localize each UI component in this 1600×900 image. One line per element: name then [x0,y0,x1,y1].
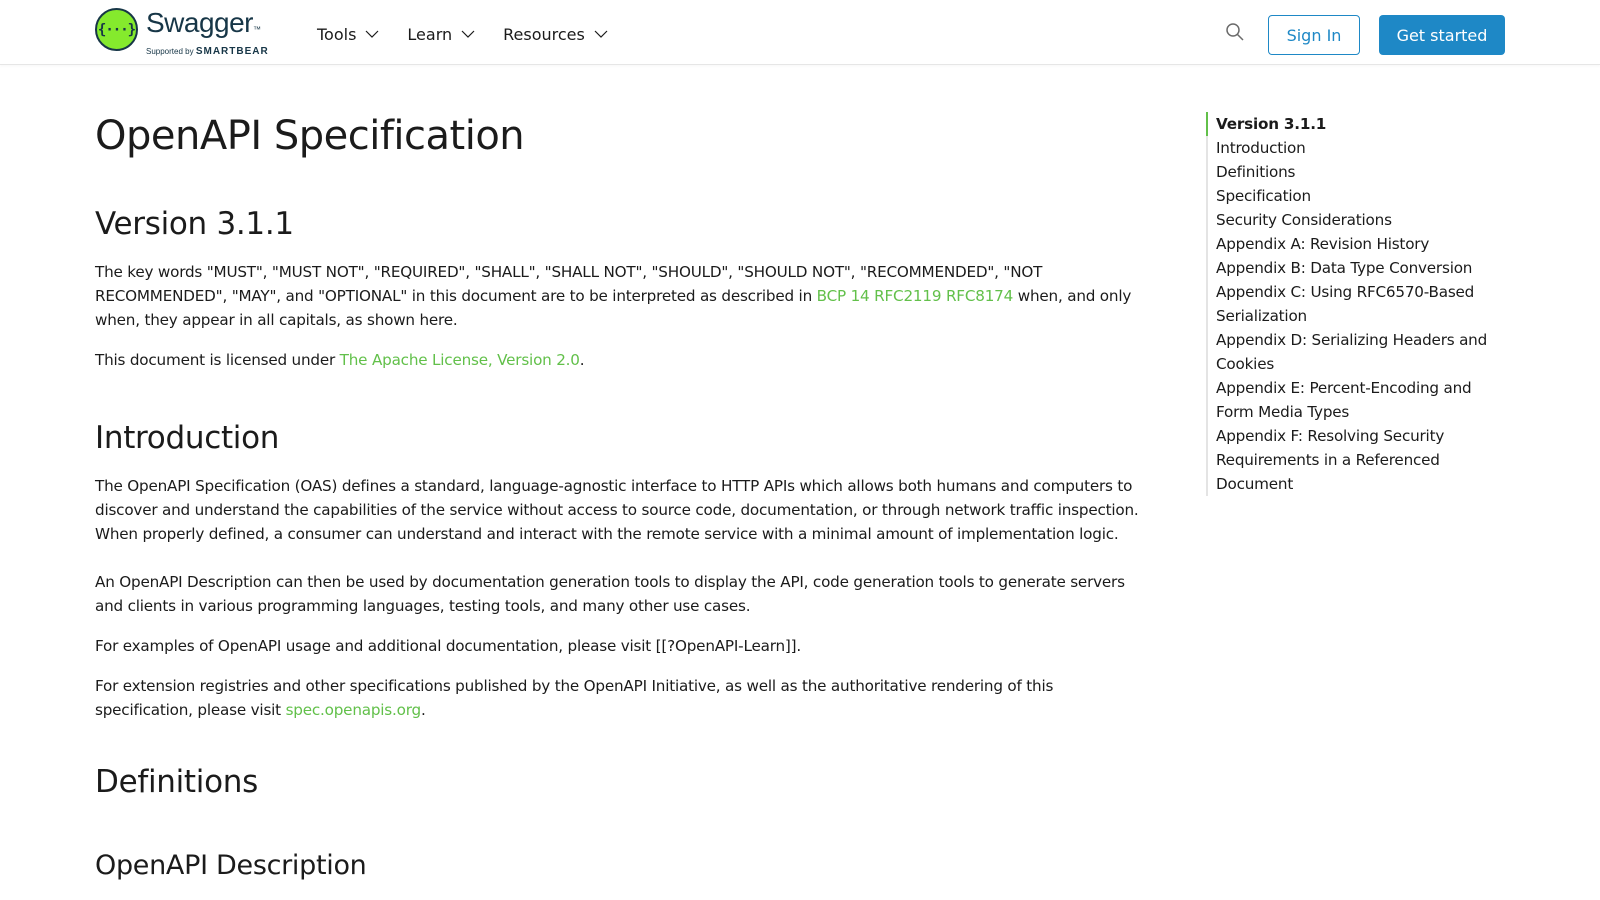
toc-appendix-a[interactable]: Appendix A: Revision History [1216,235,1430,253]
toc-definitions[interactable]: Definitions [1216,163,1296,181]
intro-p4-text-2: . [420,701,426,719]
page-title: OpenAPI Specification [95,113,525,159]
chevron-down-icon [460,26,476,42]
logo-text [146,8,269,57]
toc-appendix-c[interactable]: Appendix C: Using RFC6570-Based Serialization [1216,283,1475,325]
main-nav [317,20,636,48]
toc-appendix-d[interactable]: Appendix D: Serializing Headers and Cookies [1216,331,1488,373]
swagger-logo[interactable] [95,8,269,58]
keywords-text-2: when, and only when, they appear in all capitals, as shown here. [95,287,1132,329]
license-paragraph [95,348,1145,372]
bcp14-link[interactable]: BCP 14 [816,287,870,305]
logo-sub-brand: SMARTBEAR [195,46,269,57]
keywords-paragraph [95,260,1145,332]
chevron-down-icon [364,26,380,42]
toc-security-considerations[interactable]: Security Considerations [1216,211,1392,229]
nav-resources[interactable] [503,20,609,48]
logo-word: Swagger [146,7,254,38]
search-icon[interactable] [1225,22,1245,42]
get-started-button[interactable]: Get started [1379,15,1505,55]
site-header [0,0,1600,65]
toc-version[interactable]: Version 3.1.1 [1206,112,1496,136]
toc-specification[interactable]: Specification [1216,187,1311,205]
swagger-logo-icon: {···} [95,8,138,51]
keywords-text-1: The key words "MUST", "MUST NOT", "REQUIRED", "SHALL", "SHALL NOT", "SHOULD", "SHOULD NOT", "RECOMMENDED", "NOT RECOMMENDED", "MAY", and "OPTIONAL" in this document are to be interpreted as described in [95,263,1043,305]
rfc8174-link[interactable]: RFC8174 [945,287,1014,305]
logo-sub-prefix: Supported by [146,47,194,56]
intro-paragraph-3: For examples of OpenAPI usage and additional documentation, please visit [[?OpenAPI-Learn]]. [95,637,801,655]
sign-in-button[interactable]: Sign In [1268,15,1360,55]
chevron-down-icon [593,26,609,42]
intro-paragraph-4 [95,674,1145,722]
rfc2119-link[interactable]: RFC2119 [874,287,942,305]
definitions-heading: Definitions [95,764,258,800]
table-of-contents [1206,112,1496,496]
apache-license-link[interactable]: The Apache License, Version 2.0 [339,351,580,369]
toc-appendix-b[interactable]: Appendix B: Data Type Conversion [1216,259,1473,277]
intro-p4-text-1: For extension registries and other specifications published by the OpenAPI Initiative, as well as the authoritative rendering of this specification, please visit [95,677,1054,719]
nav-learn[interactable] [407,20,476,48]
version-heading: Version 3.1.1 [95,206,294,242]
intro-paragraph-1: The OpenAPI Specification (OAS) defines a standard, language-agnostic interface to HTTP APIs which allows both humans and computers to discover and understand the capabilities of the service without access to source code, documentation, or through network traffic inspection. When properly defined, a consumer can understand and interact with the remote service with a minimal amount of implementation logic. [95,477,1139,543]
nav-learn-label: Learn [407,24,453,44]
introduction-heading: Introduction [95,420,280,456]
spec-openapis-link[interactable]: spec.openapis.org [285,701,421,719]
logo-supported-by [146,46,269,57]
logo-tm: ™ [253,25,261,34]
nav-resources-label: Resources [503,24,585,44]
openapi-description-heading: OpenAPI Description [95,850,367,881]
license-text-1: This document is licensed under [95,351,340,369]
toc-appendix-e[interactable]: Appendix E: Percent-Encoding and Form Media Types [1216,379,1472,421]
nav-tools-label: Tools [317,24,357,44]
toc-introduction[interactable]: Introduction [1216,139,1306,157]
license-text-2: . [579,351,585,369]
nav-tools[interactable] [317,20,380,48]
toc-appendix-f[interactable]: Appendix F: Resolving Security Requirements in a Referenced Document [1216,427,1445,493]
logo-wordmark [146,8,269,45]
intro-paragraph-2: An OpenAPI Description can then be used by documentation generation tools to display the API, code generation tools to generate servers and clients in various programming languages, testing tools, and many other use cases. [95,573,1125,615]
